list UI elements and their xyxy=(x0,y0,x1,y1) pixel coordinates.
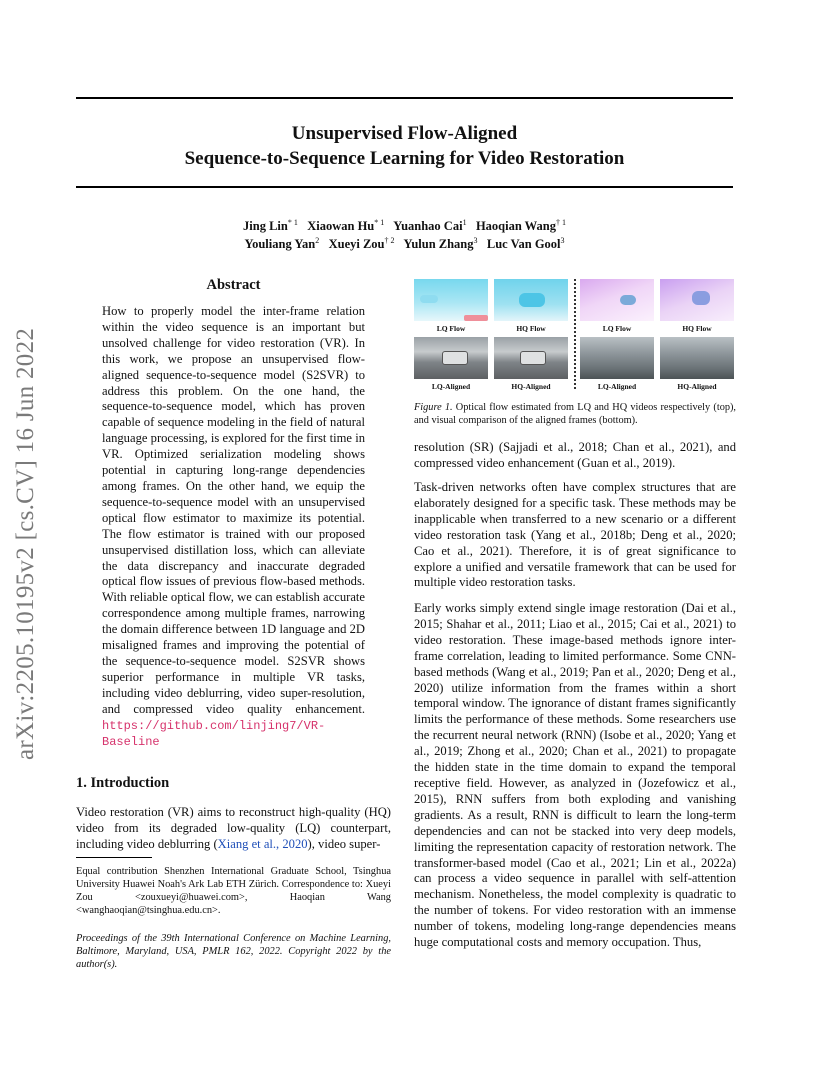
lq-aligned-image-2 xyxy=(580,337,654,379)
author-name: Xiaowan Hu xyxy=(307,219,375,234)
paper-title-line-1: Unsupervised Flow-Aligned xyxy=(291,123,518,144)
intro-text: Video restoration (VR) aims to reconstruct high-quality (HQ) video from its degraded low-quality (LQ) counterpart, including video deblurring ( xyxy=(76,805,391,851)
author-mark: 2 xyxy=(315,236,320,245)
figure-label: LQ Flow xyxy=(602,324,632,333)
figure-divider xyxy=(574,279,576,389)
figure-label: LQ-Aligned xyxy=(597,382,637,391)
figure-1 xyxy=(414,279,736,397)
author-mark: 3 xyxy=(473,236,478,245)
proceedings-note: Proceedings of the 39th International Conference on Machine Learning, Baltimore, Maryland, USA, PMLR 162, 2022. Copyright 2022 by the author(s). xyxy=(76,933,391,970)
hq-flow-image-1 xyxy=(494,279,568,321)
paper-title-line-2: Sequence-to-Sequence Learning for Video Restoration xyxy=(184,148,625,169)
figure-label: LQ Flow xyxy=(436,324,466,333)
code-link[interactable]: https://github.com/linjing7/VR-Baseline xyxy=(102,718,326,750)
right-paragraph-3: Early works simply extend single image restoration (Dai et al., 2015; Shahar et al., 2011; Liao et al., 2015; Cai et al., 2021) to video restoration. These image-based methods ignore inter-frame correlation, leading to limited performance. Some CNN-based methods (Wang et al., 2019; Pan et al., 2020; Deng et al., 2020) utilize information from the frames within a short temporal window. The ignorance of distant frames significantly limits the performance of these methods. Some researchers use the recurrent neural network (RNN) (Isobe et al., 2020; Yang et al., 2019; Zhong et al., 2020; Chan et al., 2021) to propagate the hidden state in the time domain to expand the temporal receptive field. However, as analyzed in (Jozefowicz et al., 2015), RNN suffers from both exploding and vanishing gradients. As a result, RNN is difficult to learn the long-term dependencies and can not be stacked into very deep models, limiting the representation capacity of restoration network. The transformer-based model (Cao et al., 2021; Lin et al., 2022a) can process a video sequence in parallel with self-attention mechanism. Nonetheless, the model complexity is quadratic to the number of tokens. For video restoration with an immense number of tokens, modeling long-range dependencies means huge computational costs and memory occupation. Thus, xyxy=(414,601,736,950)
title-bottom-rule xyxy=(76,186,733,188)
author-mark: 1 xyxy=(462,218,467,227)
author-name: Yulun Zhang xyxy=(403,237,474,252)
introduction-heading: 1. Introduction xyxy=(76,775,170,791)
footnote-rule xyxy=(76,857,152,858)
author-mark: * 1 xyxy=(374,218,385,227)
abstract-text: How to properly model the inter-frame relation within the video sequence is an important but unsolved challenge for video restoration (VR). In this work, we propose an unsupervised flow-aligned sequence-to-sequence model (S2SVR) to address this problem. On the one hand, the sequence-to-sequence model, which has proven capable of sequence modeling in the field of natural language processing, is explored for the first time in VR. Optimized serialization modeling shows potential in capturing long-range dependencies among frames. On the other hand, we equip the sequence-to-sequence model with an unsupervised optical flow estimator to maximize its potential. The flow estimator is trained with our proposed unsupervised distillation loss, which can alleviate the data discrepancy and inaccurate degraded optical flow issues of previous flow-based methods. With reliable optical flow, we can establish accurate correspondence among multiple frames, narrowing the domain difference between 1D language and 2D misaligned frames and improving the potential of the sequence-to-sequence model. S2SVR shows superior performance in multiple VR tasks, including video deblurring, video super-resolution, and compressed video quality enhancement. xyxy=(102,304,365,716)
figure-caption xyxy=(414,401,736,428)
intro-text-end: ), video super- xyxy=(307,836,381,851)
author-name: Youliang Yan xyxy=(244,237,316,252)
lq-aligned-image-1 xyxy=(414,337,488,379)
author-name: Xueyi Zou xyxy=(328,237,385,252)
intro-left-paragraph xyxy=(76,805,391,853)
figure-label: LQ-Aligned xyxy=(431,382,471,391)
hq-aligned-image-1 xyxy=(494,337,568,379)
arxiv-identifier: arXiv:2205.10195v2 [cs.CV] 16 Jun 2022 xyxy=(12,327,39,760)
citation-link[interactable]: Xiang et al., 2020 xyxy=(217,836,308,851)
right-paragraph-2: Task-driven networks often have complex structures that are elaborately designed for a specific task. These methods may be inapplicable when transferred to a new scenario or a different video restoration task (Yang et al., 2018b; Deng et al., 2020; Cao et al., 2021). Therefore, it is of great significance to explore a unified and versatile framework that can be used for multiple video restoration tasks. xyxy=(414,480,736,590)
figure-caption-prefix: Figure 1. xyxy=(414,402,453,413)
figure-label: HQ-Aligned xyxy=(511,382,551,391)
lq-flow-image-1 xyxy=(414,279,488,321)
author-mark: * 1 xyxy=(287,218,298,227)
author-name: Jing Lin xyxy=(243,219,288,234)
author-mark: † 1 xyxy=(555,218,566,227)
abstract-heading: Abstract xyxy=(206,277,261,293)
title-top-rule xyxy=(76,97,733,99)
figure-caption-text: Optical flow estimated from LQ and HQ videos respectively (top), and visual comparison of the aligned frames (bottom). xyxy=(414,402,736,427)
author-line-2 xyxy=(76,232,733,253)
author-name: Haoqian Wang xyxy=(475,219,556,234)
figure-label: HQ-Aligned xyxy=(677,382,717,391)
right-paragraph-1: resolution (SR) (Sajjadi et al., 2018; Chan et al., 2021), and compressed video enhancement (Guan et al., 2019). xyxy=(414,440,736,470)
hq-flow-image-2 xyxy=(660,279,734,321)
author-name: Yuanhao Cai xyxy=(393,219,463,234)
lq-flow-image-2 xyxy=(580,279,654,321)
hq-aligned-image-2 xyxy=(660,337,734,379)
author-mark: 3 xyxy=(560,236,565,245)
footnote: Equal contribution Shenzhen International Graduate School, Tsinghua University Huawei Noah's Ark Lab ETH Zürich. Correspondence to: Xueyi Zou <zouxueyi@huawei.com>, Haoqian Wang <wanghaoqian@tsinghua.edu.cn>. xyxy=(76,866,391,916)
figure-label: HQ Flow xyxy=(682,324,712,333)
abstract-body xyxy=(102,304,365,751)
figure-label: HQ Flow xyxy=(516,324,546,333)
author-name: Luc Van Gool xyxy=(486,237,561,252)
author-mark: † 2 xyxy=(384,236,395,245)
